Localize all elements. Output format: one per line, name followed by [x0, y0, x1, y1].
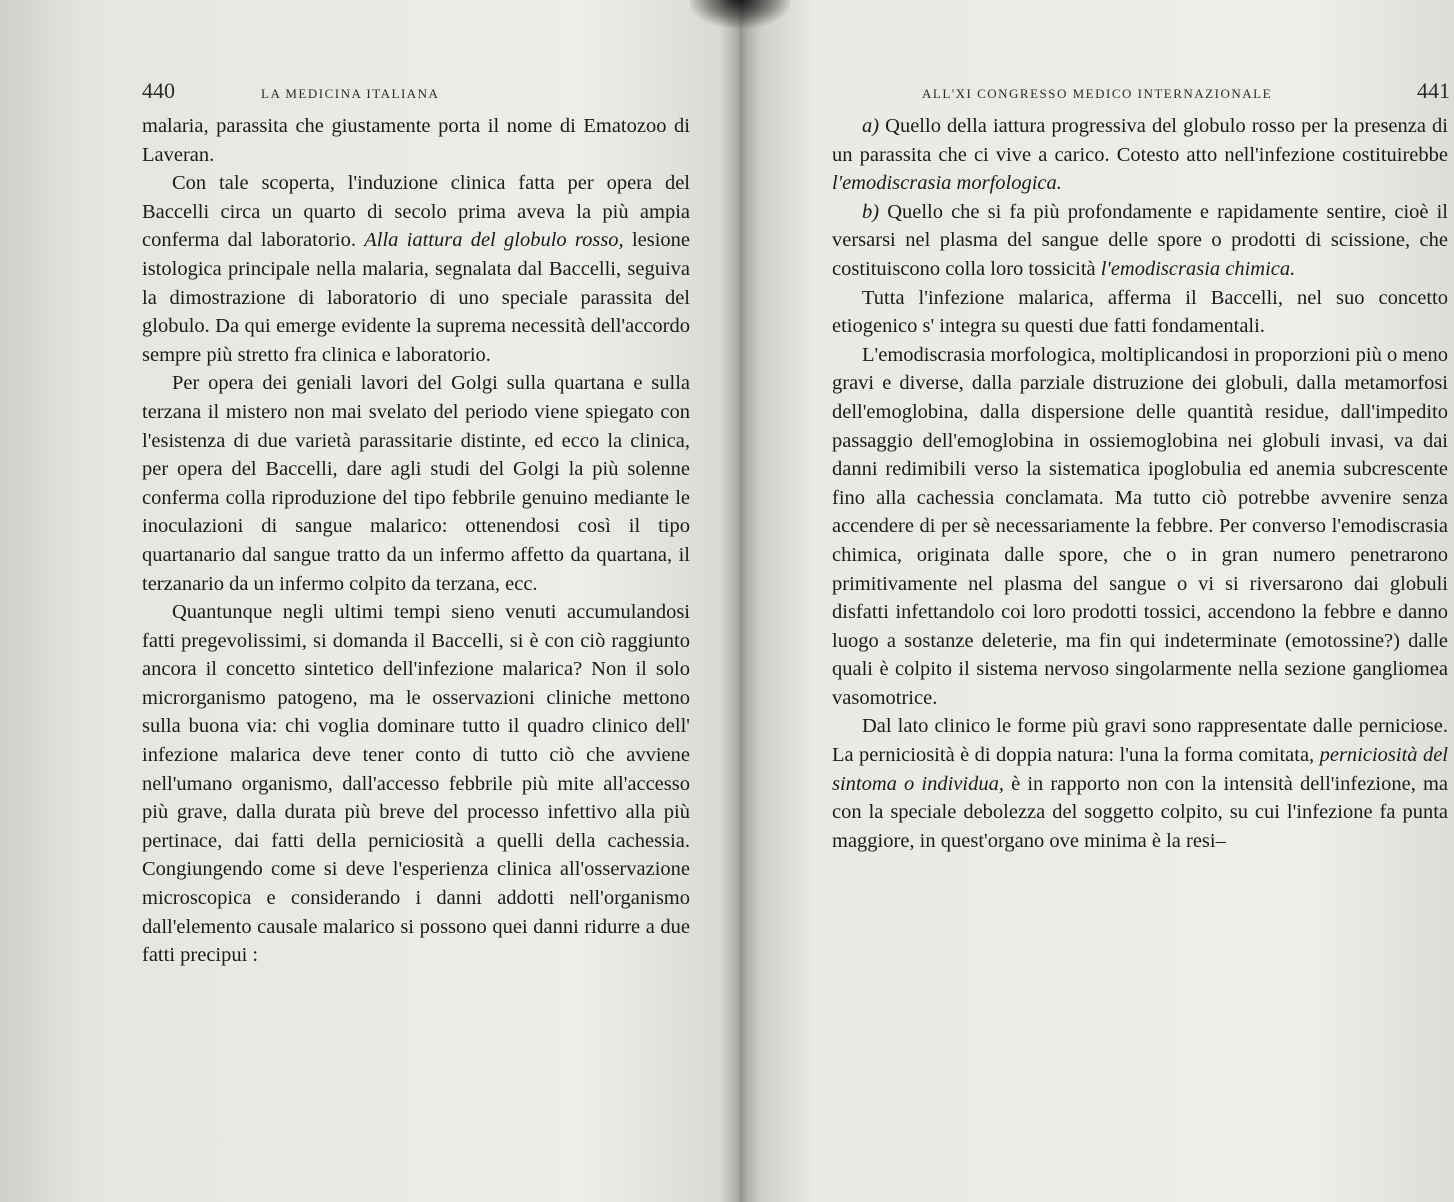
term-morphological: l'emodiscrasia morfologica. — [832, 172, 1062, 195]
paragraph: Dal lato clinico le forme più gravi sono rappresentate dalle perniciose. La perniciosità è di doppia natura: l'una la forma comitata, perniciosità del sintoma o individua, è in rapporto non con la intensità dell'infezione, ma con la speciale debolezza del soggetto colpito, su cui l'infezione fa punta maggiore, in quest'organo ove minima è la resi– — [832, 715, 1449, 852]
left-running-head — [142, 78, 690, 104]
paragraph: malaria, parassita che giustamente porta il nome di Ematozoo di Laveran. — [142, 115, 690, 166]
right-page-number: 441 — [1417, 78, 1450, 103]
paragraph: Tutta l'infezione malarica, afferma il Baccelli, nel suo concetto etiogenico s' integra su questi due fatti fondamentali. — [832, 286, 1448, 338]
right-page — [762, 0, 1454, 1202]
paragraph: Quantunque negli ultimi tempi sieno venuti accumulandosi fatti pregevolissimi, si domanda il Baccelli, si è con ciò raggiunto ancora il concetto sintetico dell'infezione malarica? Non il solo microrganismo patogeno, ma le osservazioni cliniche mettono sulla buona via: chi voglia dominare tutto il quadro clinico dell' infezione malarica deve tener conto di tutto ciò che avviene nell'umano organismo, dall'accesso febbrile più mite all'accesso più grave, dalla durata più breve del processo infettivo alla più pertinace, dai fatti della perniciosità a quelli della cachessia. Congiungendo come si deve l'esperienza clinica all'osservazione microscopica e considerando i danni addotti nell'organismo dall'elemento causale malarico si possono quei danni ridurre a due fatti precipui : — [142, 601, 690, 967]
term-chemical: l'emodiscrasia chimica. — [1100, 257, 1296, 280]
right-running-head — [922, 78, 1450, 104]
list-item-a: a) Quello della iattura progressiva del globulo rosso per la presenza di un parassita che ci vive a carico. Cotesto atto nell'infezione costituirebbe l'emodiscrasia morfologica. — [832, 115, 1448, 195]
left-running-title: LA MEDICINA ITALIANA — [261, 86, 440, 101]
paragraph: L'emodiscrasia morfologica, moltiplicandosi in proporzioni più o meno gravi e diverse, dalla parziale distruzione dei globuli, dalla metamorfosi dell'emoglobina, dalla dispersione delle quantità residue, dall'impedito passaggio dell'emoglobina in ossiemoglobina nei globuli invasi, va dai danni redimibili verso la sistematica ipoglobulia ed anemia subcrescente fino alla cachessia conclamata. Ma tutto ciò potrebbe avvenire senza accendere di per sè necessariamente la febbre. Per converso l'emodiscrasia chimica, originata dalle spore, che o in gran numero penetrarono primitivamente nel plasma del sangue o vi si riversarono dai globuli disfatti infettandolo coi loro prodotti tossici, accendono la febbre e danno luogo a sostanze deleterie, ma fin qui indeterminate (emotossine?) dalle quali è colpito il sistema nervoso singolarmente nella sezione gangliomea vasomotrice. — [832, 343, 1448, 709]
paragraph: Per opera dei geniali lavori del Golgi sulla quartana e sulla terzana il mistero non mai svelato del periodo viene spiegato con l'esistenza di due varietà parassitarie distinte, ed ecco la clinica, per opera del Baccelli, dare agli studi del Golgi la più solenne conferma colla riproduzione del tipo febbrile genuino mediante le inoculazioni di sangue malarico: ottenendosi così il tipo quartanario dal sangue tratto da un infermo affetto da quartana, il terzanario da un infermo colpito da terzana, ecc. — [142, 372, 690, 595]
paragraph: Con tale scoperta, l'induzione clinica fatta per opera del Baccelli circa un quarto di secolo prima aveva la più ampia conferma dal laboratorio. Alla iattura del globulo rosso, lesione istologica principale nella malaria, segnalata dal Baccelli, seguiva la dimostrazione di laboratorio di uno speciale parassita del globulo. Da qui emerge evidente la suprema necessità dell'accordo sempre più stretto fra clinica e laboratorio. — [142, 172, 691, 366]
list-item-b: b) Quello che si fa più profondamente e rapidamente sentire, cioè il versarsi nel plasma del sangue delle spore o prodotti di scissione, che costituiscono colla loro tossicità l'emodiscrasia chimica. — [832, 200, 1449, 280]
right-running-title: ALL'XI CONGRESSO MEDICO INTERNAZIONALE — [922, 86, 1273, 101]
right-body-text — [832, 112, 1448, 855]
italic-phrase: Alla iattura del globulo rosso, — [364, 229, 624, 252]
left-page-number: 440 — [142, 78, 175, 103]
italic-phrase: perniciosità del sintoma o individua, — [832, 744, 1449, 795]
left-body-text — [142, 112, 690, 970]
